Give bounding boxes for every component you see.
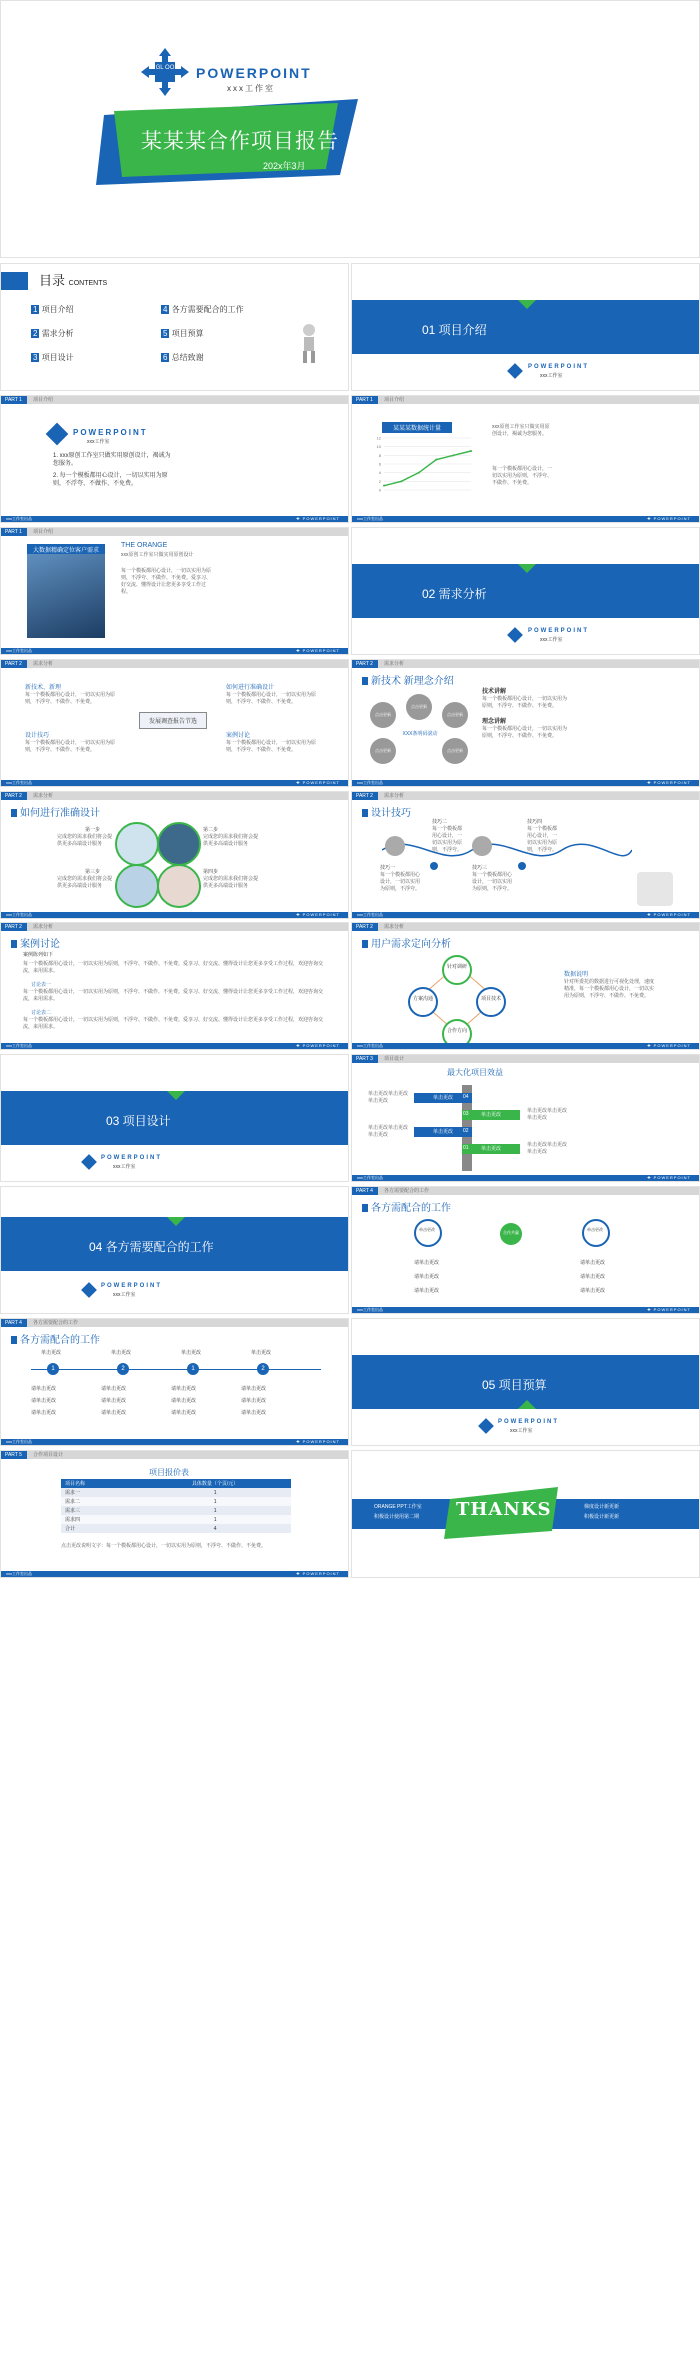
data-growth-image — [27, 554, 105, 638]
photo-2 — [157, 822, 201, 866]
bulb-left-icon — [414, 1219, 442, 1247]
band-notch-icon — [518, 300, 536, 309]
section-title: 03 项目设计 — [106, 1114, 171, 1128]
col-1-head: 单击更改 — [41, 1350, 62, 1356]
photo-1 — [115, 822, 159, 866]
marker-2: 2 — [117, 1363, 129, 1375]
col-3-head: 单击更改 — [181, 1350, 202, 1356]
case-heading: 案例陈列如下 — [23, 952, 54, 958]
col-2-item-2: 请单击更改 — [101, 1398, 127, 1404]
left-item-1: 请单击更改 — [414, 1260, 440, 1266]
thanks-right-1: 梯度设计新更新 — [584, 1504, 620, 1510]
col-2-item-3: 请单击更改 — [101, 1410, 127, 1416]
cover-title: 某某某合作项目报告 — [141, 130, 339, 153]
table-row: 需求四 1 — [61, 1515, 291, 1524]
right-text: 针对所委托的数据进行可视化处理，速度精准，每一个模板都用心设计，一切以实用为原则，不浮夸、不做作、不免费。 — [564, 979, 655, 999]
intro3-sub: xxx原创工作室只做实用原创设计 — [121, 552, 194, 558]
section-title: 05 项目预算 — [482, 1378, 547, 1392]
logo-subtitle: xxx工作室 — [510, 1428, 533, 1434]
col-4-item-3: 请单击更改 — [241, 1410, 267, 1416]
node-right-label: 项目技术 — [480, 996, 501, 1002]
arrow-03: 单击更改 — [462, 1110, 520, 1120]
right-item-1: 请单击更改 — [580, 1260, 606, 1266]
budget-title: 项目报价表 — [149, 1468, 189, 1477]
slide-title: 案例讨论 — [11, 935, 60, 950]
step-3: 第三步 — [85, 869, 101, 875]
node-left — [408, 987, 438, 1017]
coop-slide-1: PART 4 各方需要配合的工作 各方需配合的工作 合作共赢 单击更改 单击更改 请单击更改 请单击更改 请单击更改 请单击更改 请单击更改 请单击更改 xxx工作室出品 ✚ POWERPOINT — [351, 1186, 700, 1314]
step-4-text: 完成您的需求我们将会提供更多高端设计服务 — [203, 876, 259, 889]
intro3-text: 每一个模板都用心设计，一切以实用为原则，不浮夸、不做作、不免费。爱享习、好交流、懂得设计让您更多享受工作过程。 — [121, 568, 212, 595]
circle-1-label: 点击更新 — [375, 712, 391, 717]
col-2-head: 单击更改 — [111, 1350, 132, 1356]
desc-2: 每一个模板都用心设计，一切以实用为原则，不浮夸、不做作、不免费。 — [226, 692, 317, 705]
node-bottom-label: 合作方向 — [446, 1028, 467, 1034]
node-right — [476, 987, 506, 1017]
table-header: 项目名称 具体数量（个页/元） — [61, 1479, 291, 1488]
section-03-slide — [0, 1054, 349, 1182]
right-item-2: 请单击更改 — [580, 1274, 606, 1280]
sub-heading-1: 讨论表一 — [31, 982, 52, 988]
section-01-slide — [351, 263, 700, 391]
data-point — [470, 450, 472, 452]
logo-icon — [81, 1282, 97, 1298]
need-slide-5: PART 2 需求分析 案例讨论 案例陈列如下 每一个模板都用心设计，一切以实用为原则，不浮夸、不做作、不免费。爱享习、好交流、懂得设计让您更多享受工作过程，欢迎咨询交流，来用需求。 讨论表一 每一个模板都用心设计，一切以实用为原则，不浮夸、不做作、不免费。爱享习、好交流、懂得设计让您更多享受工作过程，欢迎咨询交流，来用需求。 讨论表二 每一个模板都用心设计，一切以实用为原则，不浮夸、不做作、不免费。爱享习、好交流、懂得设计让您更多享受工作过程，欢迎咨询交流，来用需求。 xxx工作室出品 ✚ POWERPOINT — [0, 922, 349, 1050]
logo-arrows-icon — [141, 48, 189, 96]
col-2-item-1: 请单击更改 — [101, 1386, 127, 1392]
right-text-2: 单击更改单击更改单击更改 — [527, 1142, 568, 1155]
line-chart — [370, 434, 475, 498]
num-01: 01 — [463, 1145, 469, 1151]
logo-subtitle: xxx工作室 — [113, 1292, 136, 1298]
tip-3: 技巧三 — [472, 865, 488, 871]
logo-icon — [478, 1418, 494, 1434]
data-point — [418, 472, 420, 474]
data-point — [435, 459, 437, 461]
series-line — [384, 451, 471, 486]
logo-subtitle: xxx工作室 — [227, 84, 275, 93]
logo-icon — [507, 363, 523, 379]
r-heading-1: 技术讲解 — [482, 689, 507, 695]
left-text-2: 单击更改单击更改单击更改 — [368, 1125, 409, 1138]
slide-title: 设计技巧 — [362, 804, 411, 819]
tip-2: 技巧二 — [432, 819, 448, 825]
tip-4-text: 每一个模板都用心设计，一切以实用为原则，不浮夸。 — [527, 826, 558, 853]
thanks-word: THANKS — [456, 1499, 552, 1520]
num-02: 02 — [463, 1128, 469, 1134]
logo-badge: GL OO — [155, 65, 175, 71]
budget-slide: PART 5 合作项目设计 项目报价表 项目名称 具体数量（个页/元） 需求一 1 需求二 1 需求三 1 需求四 1 合计 4 点击更改说明文字：每一个模板都用心设计，一切以实用为原则，不浮夸、不做作、不免费。 xxx工作室出品 ✚ POWERPOINT — [0, 1450, 349, 1578]
tip-1: 技巧一 — [380, 865, 396, 871]
toc-title: 目录 CONTENTS — [39, 273, 108, 288]
doctor-photo — [637, 872, 673, 906]
y-tick-label: 10 — [376, 444, 381, 450]
image-title: 大数据精确定位客户需求 — [27, 544, 105, 555]
col-3-item-3: 请单击更改 — [171, 1410, 197, 1416]
slide-title: 各方需配合的工作 — [11, 1331, 100, 1346]
budget-note: 点击更改说明文字：每一个模板都用心设计，一切以实用为原则，不浮夸、不做作、不免费。 — [61, 1543, 267, 1549]
logo-text: POWERPOINT — [101, 1155, 163, 1161]
node-3: 设计技巧 — [25, 733, 50, 739]
toc-item-5[interactable]: 5 项目预算 — [163, 329, 204, 338]
slide-title: 新技术 新理念介绍 — [362, 672, 454, 687]
arrow-02: 单击更改 — [414, 1127, 472, 1137]
left-item-3: 请单击更改 — [414, 1288, 440, 1294]
logo-text: POWERPOINT — [101, 1283, 163, 1289]
right-text-1: 单击更改单击更改单击更改 — [527, 1108, 568, 1121]
step-1-text: 完成您的需求我们将会提供更多高端设计服务 — [57, 834, 113, 847]
intro-slide-2: PART 1 项目介绍 某某某数据统计量 0 2 4 6 8 10 12 xxx原创工作室只做实用原创设计，褐诚为您服务。 每一个模板都用心设计，一切以实用为原则，不浮夸、不做作、不免费。 xxx工作室出品 ✚ POWERPOINT — [351, 395, 700, 523]
section-04-slide — [0, 1186, 349, 1314]
arrow-01: 单击更改 — [462, 1144, 520, 1154]
band-notch-icon — [518, 564, 536, 573]
intro-p2: 2. 每一个模板都用心设计，一切以实用为原则，不浮夸、不做作、不免费。 — [53, 473, 168, 487]
right-title: 单击更改 — [587, 1227, 603, 1232]
need-slide-4: PART 2 需求分析 设计技巧 技巧二 每一个模板都用心设计，一切以实用为原则，不浮夸。 技巧四 每一个模板都用心设计，一切以实用为原则，不浮夸。 技巧一 每一个模板都用心设计，一切以实用为原则，不浮夸。 技巧三 每一个模板都用心设计，一切以实用为原则，不浮夸。 xxx工作室出品 ✚ POWERPOINT — [351, 791, 700, 919]
data-point — [383, 485, 385, 487]
col-4-head: 单击更改 — [251, 1350, 272, 1356]
logo-subtitle: xxx工作室 — [113, 1164, 136, 1170]
left-text-1: 单击更改单击更改单击更改 — [368, 1091, 409, 1104]
circle-4-label: 点击更新 — [375, 748, 391, 753]
toc-item-2[interactable]: 2 需求分析 — [33, 329, 74, 338]
dot-1 — [430, 862, 438, 870]
r-text-2: 每一个模板都用心设计，一切以实用为原则，不浮夸、不做作、不免费。 — [482, 726, 568, 739]
toc-item-1[interactable]: 1 项目介绍 — [33, 305, 74, 314]
logo-text: POWERPOINT — [196, 65, 312, 81]
band-notch-icon — [518, 1400, 536, 1409]
table-row: 需求二 1 — [61, 1497, 291, 1506]
col-4-item-2: 请单击更改 — [241, 1398, 267, 1404]
bubble-2 — [472, 836, 492, 856]
slide-title: 用户需求定向分析 — [362, 935, 451, 950]
col-1-item-2: 请单击更改 — [31, 1398, 57, 1404]
tip-4: 技巧四 — [527, 819, 543, 825]
logo-icon — [46, 423, 69, 446]
coop-slide-2: PART 4 各方需要配合的工作 各方需配合的工作 单击更改 单击更改 单击更改 单击更改 1 2 1 2 请单击更改 请单击更改 请单击更改 请单击更改 请单击更改 请单击更改 请单击更改 请单击更改 请单击更改 请单击更改 请单击更改 请单击更改 xxx工作室出品 ✚ POWERPOINT — [0, 1318, 349, 1446]
circle-3-label: 点击更新 — [447, 712, 463, 717]
design-title: 最大化项目效益 — [447, 1068, 503, 1077]
left-item-2: 请单击更改 — [414, 1274, 440, 1280]
toc-slide — [0, 263, 349, 391]
slide-title: 如何进行准确设计 — [11, 804, 100, 819]
section-title: 02 需求分析 — [422, 587, 487, 601]
step-1: 第一步 — [85, 827, 101, 833]
intro-p1: 1. xxx原创工作室只做实用原创设计，褐诚为您服务。 — [53, 453, 171, 467]
figure-person-icon — [297, 324, 321, 364]
thanks-slide — [351, 1450, 700, 1578]
node-1: 新技术、新理 — [25, 685, 62, 691]
col-1-item-3: 请单击更改 — [31, 1410, 57, 1416]
num-04: 04 — [463, 1094, 469, 1100]
node-4: 案例讨论 — [226, 733, 251, 739]
case-text-3: 每一个模板都用心设计，一切以实用为原则，不浮夸、不做作、不免费。爱享习、好交流、懂得设计让您更多享受工作过程，欢迎咨询交流，来用需求。 — [23, 1017, 324, 1030]
band-notch-icon — [167, 1217, 185, 1226]
y-tick-label: 12 — [376, 435, 381, 441]
col-3-item-2: 请单击更改 — [171, 1398, 197, 1404]
logo-icon — [507, 627, 523, 643]
col-1-item-1: 请单击更改 — [31, 1386, 57, 1392]
r-heading-2: 理念讲解 — [482, 719, 507, 725]
photo-4 — [157, 864, 201, 908]
tip-3-text: 每一个模板都用心设计，一切以实用为原则，不浮夸。 — [472, 872, 513, 892]
desc-3: 每一个模板都用心设计，一切以实用为原则，不浮夸、不做作、不免费。 — [25, 740, 116, 753]
circle-5-label: 点击更新 — [447, 748, 463, 753]
bullet-1: xxx原创工作室只做实用原创设计，褐诚为您服务。 — [492, 424, 550, 437]
case-text-2: 每一个模板都用心设计，一切以实用为原则，不浮夸、不做作、不免费。爱享习、好交流、懂得设计让您更多享受工作过程，欢迎咨询交流，来用需求。 — [23, 989, 324, 1002]
need-slide-1: PART 2 需求分析 发展调查报告节选 新技术、新理 如何进行准确设计 设计技巧 案例讨论 每一个模板都用心设计，一切以实用为原则，不浮夸、不做作、不免费。 每一个模板都用心设计，一切以实用为原则，不浮夸、不做作、不免费。 每一个模板都用心设计，一切以实用为原则，不浮夸、不做作、不免费。 每一个模板都用心设计，一切以实用为原则，不浮夸、不做作、不免费。 xxx工作室出品 ✚ POWERPOINT — [0, 659, 349, 787]
circle-2-label: 点击更新 — [411, 704, 427, 709]
num-03: 03 — [463, 1111, 469, 1117]
toc-item-6[interactable]: 6 总结致谢 — [163, 353, 204, 362]
toc-accent-bar — [1, 272, 28, 290]
table-row: 需求一 1 — [61, 1488, 291, 1497]
section-02-slide — [351, 527, 700, 655]
desc-1: 每一个模板都用心设计，一切以实用为原则，不浮夸、不做作、不免费。 — [25, 692, 116, 705]
photo-3 — [115, 864, 159, 908]
table-row: 需求三 1 — [61, 1506, 291, 1515]
node-top-label: 针对调研 — [446, 964, 467, 970]
intro-slide-1: PART 1 项目介绍 POWERPOINT xxx工作室 1. xxx原创工作室只做实用原创设计，褐诚为您服务。 2. 每一个模板都用心设计，一切以实用为原则，不浮夸、不做作、不免费。 xxx工作室出品 ✚ POWERPOINT — [0, 395, 349, 523]
left-title: 单击更改 — [419, 1227, 435, 1232]
logo-text: POWERPOINT — [73, 428, 148, 437]
center-label: 发展调查报告节选 — [139, 712, 207, 729]
section-title: 04 各方需要配合的工作 — [89, 1240, 214, 1254]
desc-4: 每一个模板都用心设计，一切以实用为原则，不浮夸、不做作、不免费。 — [226, 740, 317, 753]
right-heading: 数据说明 — [564, 972, 589, 978]
case-text-1: 每一个模板都用心设计，一切以实用为原则，不浮夸、不做作、不免费。爱享习、好交流、懂得设计让您更多享受工作过程，欢迎咨询交流，来用需求。 — [23, 961, 324, 974]
y-tick-label: 2 — [378, 478, 381, 484]
center-label: 合作共赢 — [503, 1230, 519, 1235]
logo-text: POWERPOINT — [528, 364, 590, 370]
slide-title: 各方需配合的工作 — [362, 1199, 451, 1214]
marker-4: 2 — [257, 1363, 269, 1375]
need-slide-2: PART 2 需求分析 新技术 新理念介绍 点击更新 点击更新 点击更新 点击更新 点击更新 XXX条明码滚动 技术讲解 每一个模板都用心设计，一切以实用为原则，不浮夸、不做作、不免费。 理念讲解 每一个模板都用心设计，一切以实用为原则，不浮夸、不做作、不免费。 xxx工作室出品 ✚ POWERPOINT — [351, 659, 700, 787]
center-text: XXX条明码滚动 — [402, 731, 438, 737]
y-tick-label: 6 — [378, 461, 381, 467]
step-4: 第四步 — [203, 869, 219, 875]
tip-2-text: 每一个模板都用心设计，一切以实用为原则，不浮夸。 — [432, 826, 463, 853]
arrow-04: 单击更改 — [414, 1093, 472, 1103]
thanks-left-2: 积极设计使用第二期 — [374, 1514, 420, 1520]
tip-1-text: 每一个模板都用心设计，一切以实用为原则，不浮夸。 — [380, 872, 421, 892]
node-2: 如何进行准确设计 — [226, 685, 275, 691]
node-top — [442, 955, 472, 985]
logo-subtitle: xxx工作室 — [540, 637, 563, 643]
table-row: 合计 4 — [61, 1524, 291, 1533]
bullet-2: 每一个模板都用心设计，一切以实用为原则，不浮夸、不做作、不免费。 — [492, 466, 553, 486]
budget-table — [61, 1479, 291, 1533]
sub-heading-2: 讨论表二 — [31, 1010, 52, 1016]
y-tick-label: 0 — [378, 487, 381, 493]
y-tick-label: 4 — [378, 470, 381, 476]
marker-3: 1 — [187, 1363, 199, 1375]
logo-subtitle: xxx工作室 — [87, 439, 110, 445]
toc-item-4[interactable]: 4 各方需要配合的工作 — [163, 305, 244, 314]
cover-date: 202x年3月 — [263, 161, 306, 171]
logo-subtitle: xxx工作室 — [540, 373, 563, 379]
step-2: 第二步 — [203, 827, 219, 833]
intro-slide-3: PART 1 项目介绍 大数据精确定位客户需求 THE ORANGE xxx原创工作室只做实用原创设计 每一个模板都用心设计，一切以实用为原则，不浮夸、不做作、不免费。爱享习、好交流、懂得设计让您更多享受工作过程。 xxx工作室出品 ✚ POWERPOINT — [0, 527, 349, 655]
step-2-text: 完成您的需求我们将会提供更多高端设计服务 — [203, 834, 259, 847]
y-tick-label: 8 — [378, 452, 381, 458]
thanks-left-1: ORANGE PPT工作室 — [374, 1504, 422, 1510]
marker-1: 1 — [47, 1363, 59, 1375]
band-notch-icon — [167, 1091, 185, 1100]
need-slide-3: PART 2 需求分析 如何进行准确设计 第一步 完成您的需求我们将会提供更多高端设计服务 第二步 完成您的需求我们将会提供更多高端设计服务 第三步 完成您的需求我们将会提供更多高端设计服务 第四步 完成您的需求我们将会提供更多高端设计服务 xxx工作室出品 ✚ POWERPOINT — [0, 791, 349, 919]
thanks-right-2: 积极设计新更新 — [584, 1514, 620, 1520]
section-05-slide — [351, 1318, 700, 1446]
need-slide-6: PART 2 需求分析 用户需求定向分析 针对调研 方案沟通 项目技术 合作方向 数据说明 针对所委托的数据进行可视化处理，速度精准，每一个模板都用心设计，一切以实用为原则，不浮夸、不做作、不免费。 xxx工作室出品 ✚ POWERPOINT — [351, 922, 700, 1050]
col-3-item-1: 请单击更改 — [171, 1386, 197, 1392]
logo-icon — [81, 1154, 97, 1170]
chart-title: 某某某数据统计量 — [382, 422, 452, 433]
design-slide-1: PART 3 项目设计 最大化项目效益 单击更改 单击更改 单击更改 单击更改 04 03 02 01 单击更改单击更改单击更改 单击更改单击更改单击更改 单击更改单击更改单击更改 单击更改单击更改单击更改 xxx工作室出品 ✚ POWERPOINT — [351, 1054, 700, 1182]
node-left-label: 方案沟通 — [412, 996, 433, 1002]
step-3-text: 完成您的需求我们将会提供更多高端设计服务 — [57, 876, 113, 889]
data-point — [400, 480, 402, 482]
bubble-1 — [385, 836, 405, 856]
timeline-line — [31, 1369, 321, 1370]
col-4-item-1: 请单击更改 — [241, 1386, 267, 1392]
section-title: 01 项目介绍 — [422, 323, 487, 337]
r-text-1: 每一个模板都用心设计，一切以实用为原则，不浮夸、不做作、不免费。 — [482, 696, 568, 709]
toc-item-3[interactable]: 3 项目设计 — [33, 353, 74, 362]
cover-slide — [0, 0, 700, 258]
right-item-3: 请单击更改 — [580, 1288, 606, 1294]
logo-text: POWERPOINT — [528, 628, 590, 634]
dot-2 — [518, 862, 526, 870]
data-point — [453, 454, 455, 456]
intro3-heading: THE ORANGE — [121, 542, 168, 549]
logo-text: POWERPOINT — [498, 1419, 560, 1425]
bulb-right-icon — [582, 1219, 610, 1247]
